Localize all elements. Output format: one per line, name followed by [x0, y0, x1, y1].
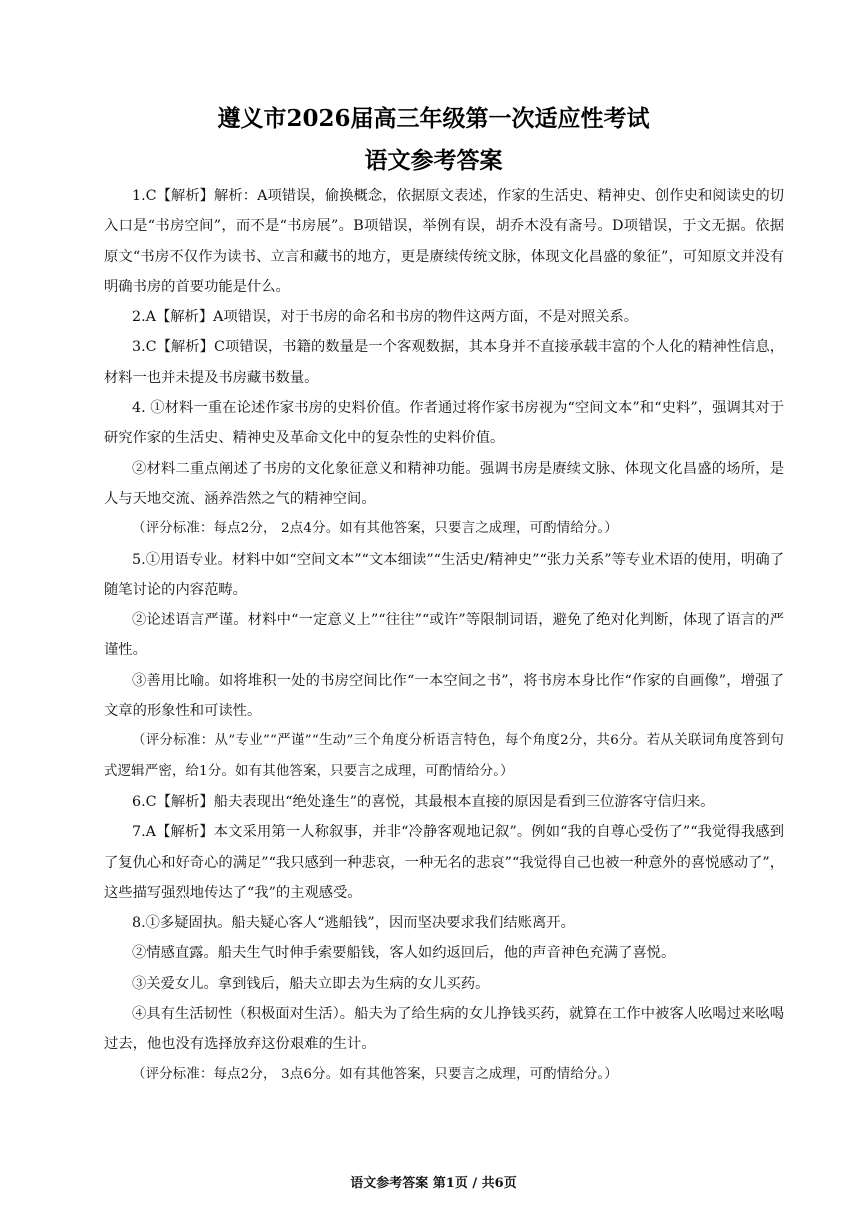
answer-1: 1.C【解析】解析：A项错误，偷换概念，依据原文表述，作家的生活史、精神史、创作史和阅读史的切入口是“书房空间”，而不是“书房展”。B项错误，举例有误，胡乔木没有斋号。D项错误，于文无据。依据原文“书房不仅作为读书、立言和藏书的地方，更是赓续传统文脉，体现文化昌盛的象征”，可知原文并没有明确书房的首要功能是什么。: [104, 188, 784, 295]
answer-5-point-3: ③善用比喻。如将堆积一处的书房空间比作“一本空间之书”，将书房本身比作“作家的自画像”，增强了文章的形象性和可读性。: [104, 672, 784, 720]
answer-content: [104, 181, 784, 1090]
answer-8-point-1: 8.①多疑固执。船夫疑心客人“逃船钱”，因而坚决要求我们结账离开。: [132, 915, 575, 932]
answer-5-scoring: （评分标准：从“专业”“严谨”“生动”三个角度分析语言特色，每个角度2分，共6分。若从关联词角度答到句式逻辑严密，给1分。如有其他答案，只要言之成理，可酌情给分。）: [104, 733, 784, 779]
answer-6: 6.C【解析】船夫表现出“绝处逢生”的喜悦，其最根本直接的原因是看到三位游客守信归来。: [132, 793, 715, 810]
page-subtitle: 语文参考答案: [364, 147, 503, 174]
answer-4-point-2: ②材料二重点阐述了书房的文化象征意义和精神功能。强调书房是赓续文脉、体现文化昌盛的场所，是人与天地交流、涵养浩然之气的精神空间。: [104, 460, 784, 507]
answer-4-scoring: （评分标准：每点2分， 2点4分。如有其他答案，只要言之成理，可酌情给分。）: [132, 521, 618, 537]
answer-8-point-4: ④具有生活韧性（积极面对生活）。船夫为了给生病的女儿挣钱买药，就算在工作中被客人吆喝过来吆喝过去，他也没有选择放弃这份艰难的生计。: [104, 1006, 784, 1053]
answer-4-point-1: 4. ①材料一重在论述作家书房的史料价值。作者通过将作家书房视为“空间文本”和“史料”，强调其对于研究作家的生活史、精神史及革命文化中的复杂性的史料价值。: [104, 400, 784, 447]
answer-5-point-1: 5.①用语专业。材料中如“空间文本”“文本细读”“生活史/精神史”“张力关系”等专业术语的使用，明确了随笔讨论的内容范畴。: [104, 551, 784, 598]
answer-8-point-2: ②情感直露。船夫生气时伸手索要船钱，客人如约返回后，他的声音神色充满了喜悦。: [132, 945, 676, 962]
answer-8-point-3: ③关爱女儿。拿到钱后，船夫立即去为生病的女儿买药。: [132, 975, 490, 992]
answer-2: 2.A【解析】A项错误，对于书房的命名和书房的物件这两方面，不是对照关系。: [132, 309, 639, 326]
answer-7: 7.A【解析】本文采用第一人称叙事，并非“冷静客观地记叙”。例如“我的自尊心受伤了”“我觉得我感到了复仇心和好奇心的满足”“我只感到一种悲哀，一种无名的悲哀”“我觉得自己也被一种意外的喜悦感动了”，这些描写强烈地传达了“我”的主观感受。: [104, 824, 784, 901]
page-title: 遵义市2026届高三年级第一次适应性考试: [217, 105, 650, 132]
answer-5-point-2: ②论述语言严谨。材料中“一定意义上”“往往”“或许”等限制词语，避免了绝对化判断，体现了语言的严谨性。: [104, 612, 784, 659]
page-footer: 语文参考答案 第1页 / 共6页: [350, 1176, 517, 1191]
answer-3: 3.C【解析】C项错误，书籍的数量是一个客观数据，其本身并不直接承载丰富的个人化的精神性信息，材料一也并未提及书房藏书数量。: [104, 339, 784, 386]
answer-8-scoring: （评分标准：每点2分， 3点6分。如有其他答案，只要言之成理，可酌情给分。）: [132, 1066, 618, 1082]
